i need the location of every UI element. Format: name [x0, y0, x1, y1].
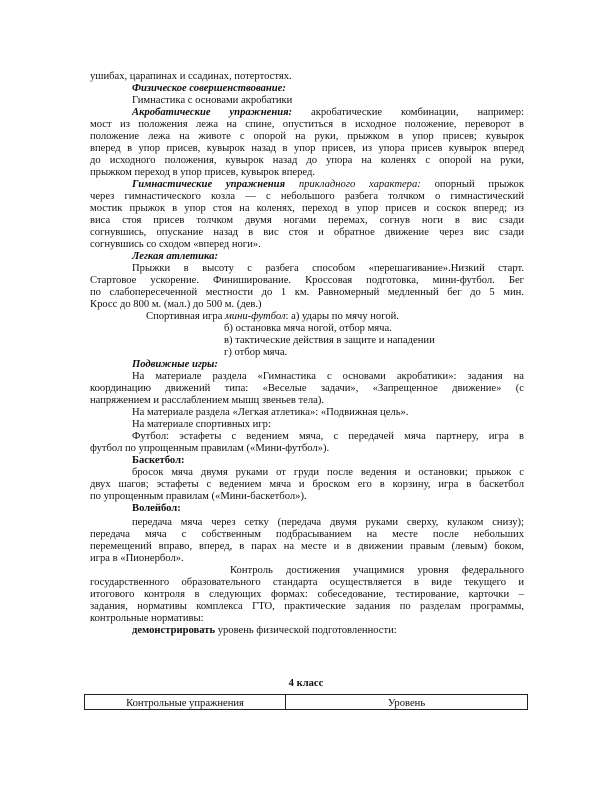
text-line: ушибах, царапинах и ссадинах, потертостях. — [90, 71, 292, 82]
text-line: двух шагов; эстафеты с ведением мяча и броском его в корзину, игра в баскетбол — [90, 479, 524, 490]
text-line: виса стоя присев толчком двумя ногами перемах, согнув ноги в вис сзади — [90, 215, 524, 226]
text-line — [132, 625, 524, 637]
text-line: мостик прыжок в упор стоя на коленях, переход в упор присев и соскок вперед; из — [90, 203, 524, 214]
table-header-cell: Контрольные упражнения — [85, 695, 286, 710]
text-line: перемещений вправо, вперед, в парах на месте и в движении правым (левым) боком, — [90, 541, 524, 552]
text-fragment: акробатические комбинации, например: — [292, 107, 524, 118]
text-line: На материале спортивных игр: — [132, 419, 271, 430]
subsection-title: Гимнастика с основами акробатики — [132, 95, 293, 106]
text-fragment: опорный прыжок — [420, 179, 524, 190]
text-line: передача мяча с собственным подбрасыванием на месте после небольших — [90, 529, 524, 540]
text-line: напряжением и расслаблением мышц звеньев тела). — [90, 395, 325, 406]
subsection-heading: Акробатические упражнения: — [132, 107, 293, 118]
text-line: итогового контроля в следующих формах: собеседование, тестирование, карточки – — [90, 589, 524, 600]
text-line: согнувшись, опускание назад в вис стоя и обратное движение через вис сзади — [90, 227, 524, 238]
text-fragment: Спортивная игра — [146, 311, 226, 322]
text-line: Футбол: эстафеты с ведением мяча, с передачей мяча партнеру, игра в — [132, 431, 524, 442]
list-item: г) отбор мяча. — [224, 347, 288, 358]
table-header-cell: Уровень — [286, 695, 528, 710]
text-line: до исходного положения, кувырок назад до упора на коленях с опорой на руки, — [90, 155, 524, 166]
text-fragment: прикладного характера: — [285, 179, 421, 190]
text-line: мост из положения лежа на спине, опуститься в исходное положение, переворот в — [90, 119, 524, 130]
text-line: передача мяча через сетку (передача двумя руками сверху, кулаком снизу); — [132, 517, 524, 528]
text-line — [146, 311, 524, 323]
text-line — [132, 179, 524, 191]
text-line: На материале раздела «Гимнастика с основами акробатики»: задания на — [132, 371, 524, 382]
subsection-heading: Гимнастические упражнения — [132, 179, 286, 190]
text-line: вперед в упор присев, кувырок назад в упор присев, из упора присев кувырок вперед — [90, 143, 524, 154]
subsection-heading: Волейбол: — [132, 503, 181, 514]
text-line: задания, нормативы комплекса ГТО, практические задания по разделам программы, — [90, 601, 524, 612]
text-fragment: уровень физической подготовленности: — [215, 625, 397, 636]
text-line: положение лежа на животе с опорой на руки, прыжком в упор присев; кувырок — [90, 131, 524, 142]
list-item: в) тактические действия в защите и нападении — [224, 335, 435, 346]
text-line: Контроль достижения учащимися уровня федерального — [230, 565, 524, 576]
text-line: согнувшись со сходом «вперед ноги». — [90, 239, 261, 250]
text-fragment: демонстрировать — [132, 625, 216, 636]
text-line: контрольные нормативы: — [90, 613, 204, 624]
text-line: бросок мяча двумя руками от груди после ведения и остановки; прыжок с — [132, 467, 524, 478]
text-line: Кросс до 800 м. (мал.) до 500 м. (дев.) — [90, 299, 262, 310]
text-line: футбол по упрощенным правилам («Мини-футбол»). — [90, 443, 330, 454]
text-line: игра в «Пионербол». — [90, 553, 184, 564]
text-fragment: мини-футбол — [225, 311, 286, 322]
text-line: по упрощенным правилам («Мини-баскетбол»). — [90, 491, 307, 502]
norms-table — [84, 694, 528, 710]
text-line: координацию движений типа: «Веселые задачи», «Запрещенное движение» (с — [90, 383, 524, 394]
text-fragment: : а) удары по мячу ногой. — [285, 311, 399, 322]
text-line: На материале раздела «Легкая атлетика»: «Подвижная цель». — [132, 407, 409, 418]
text-line: Стартовое ускорение. Финиширование. Кроссовая подготовка, мини-футбол. Бег — [90, 275, 524, 286]
text-line: по слабопересеченной местности до 1 км. Равномерный медленный бег до 5 мин. — [90, 287, 524, 298]
text-line: государственного образовательного стандарта осуществляется в виде текущего и — [90, 577, 524, 588]
section-heading: Легкая атлетика: — [132, 251, 218, 262]
grade-title: 4 класс — [288, 678, 324, 689]
section-heading: Физическое совершенствование: — [132, 83, 286, 94]
list-item: б) остановка мяча ногой, отбор мяча. — [224, 323, 392, 334]
subsection-heading: Баскетбол: — [132, 455, 185, 466]
text-line — [132, 107, 524, 119]
text-line: через гимнастического козла — с небольшого разбега толчком о гимнастический — [90, 191, 524, 202]
table-header-row — [85, 695, 528, 710]
text-line: Прыжки в высоту с разбега способом «перешагивание».Низкий старт. — [132, 263, 524, 274]
text-line: прыжком переход в упор присев, кувырок вперед. — [90, 167, 316, 178]
section-heading: Подвижные игры: — [132, 359, 218, 370]
